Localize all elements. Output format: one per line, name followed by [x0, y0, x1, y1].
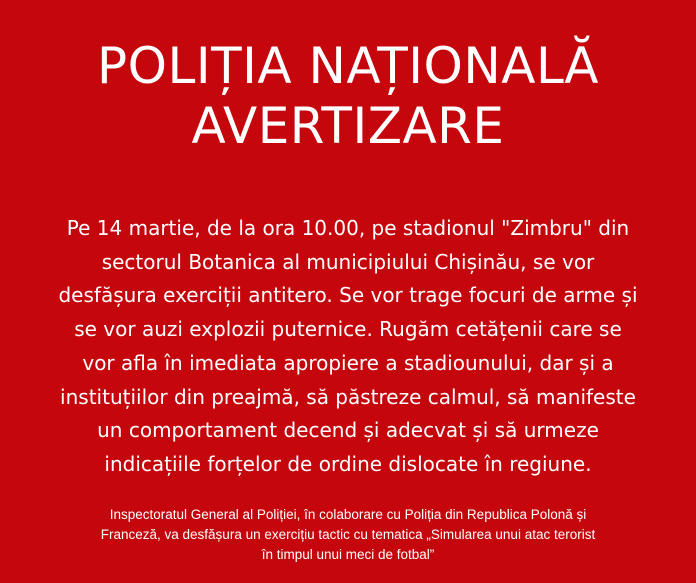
body-line: Pe 14 martie, de la ora 10.00, pe stadionul "Zimbru" din [66, 216, 630, 240]
footer-line: Inspectoratul General al Poliției, în colaborare cu Poliția din Republica Polonă și [109, 507, 587, 522]
title-line-warning: AVERTIZARE [191, 97, 505, 155]
body-line: instituțiilor din preajmă, să păstreze calmul, să manifeste [60, 384, 636, 409]
announcement-footer [20, 505, 676, 565]
body-line: desfășura exerciții antitero. Se vor trage focuri de arme și [58, 283, 638, 308]
body-line: sectorul Botanica al municipiului Chișinău, se vor [101, 249, 595, 274]
footer-line: în timpul unui meci de fotbal” [261, 547, 435, 562]
body-line: indicațiile forțelor de ordine dislocate în regiune. [104, 451, 592, 476]
body-line: vor afla în imediata apropiere a stadiounului, dar și a [82, 350, 614, 375]
title-line-police: POLIȚIA NAȚIONALĂ [96, 37, 600, 95]
footer-line: Franceză, va desfășura un exercițiu tactic cu tematica „Simularea unui atac terorist [100, 527, 596, 542]
body-line: se vor auzi explozii puternice. Rugăm cetățenii care se [74, 317, 622, 342]
announcement-body [30, 212, 666, 482]
body-line: un comportament decend și adecvat și să urmeze [97, 418, 599, 443]
poster-title [0, 36, 696, 156]
